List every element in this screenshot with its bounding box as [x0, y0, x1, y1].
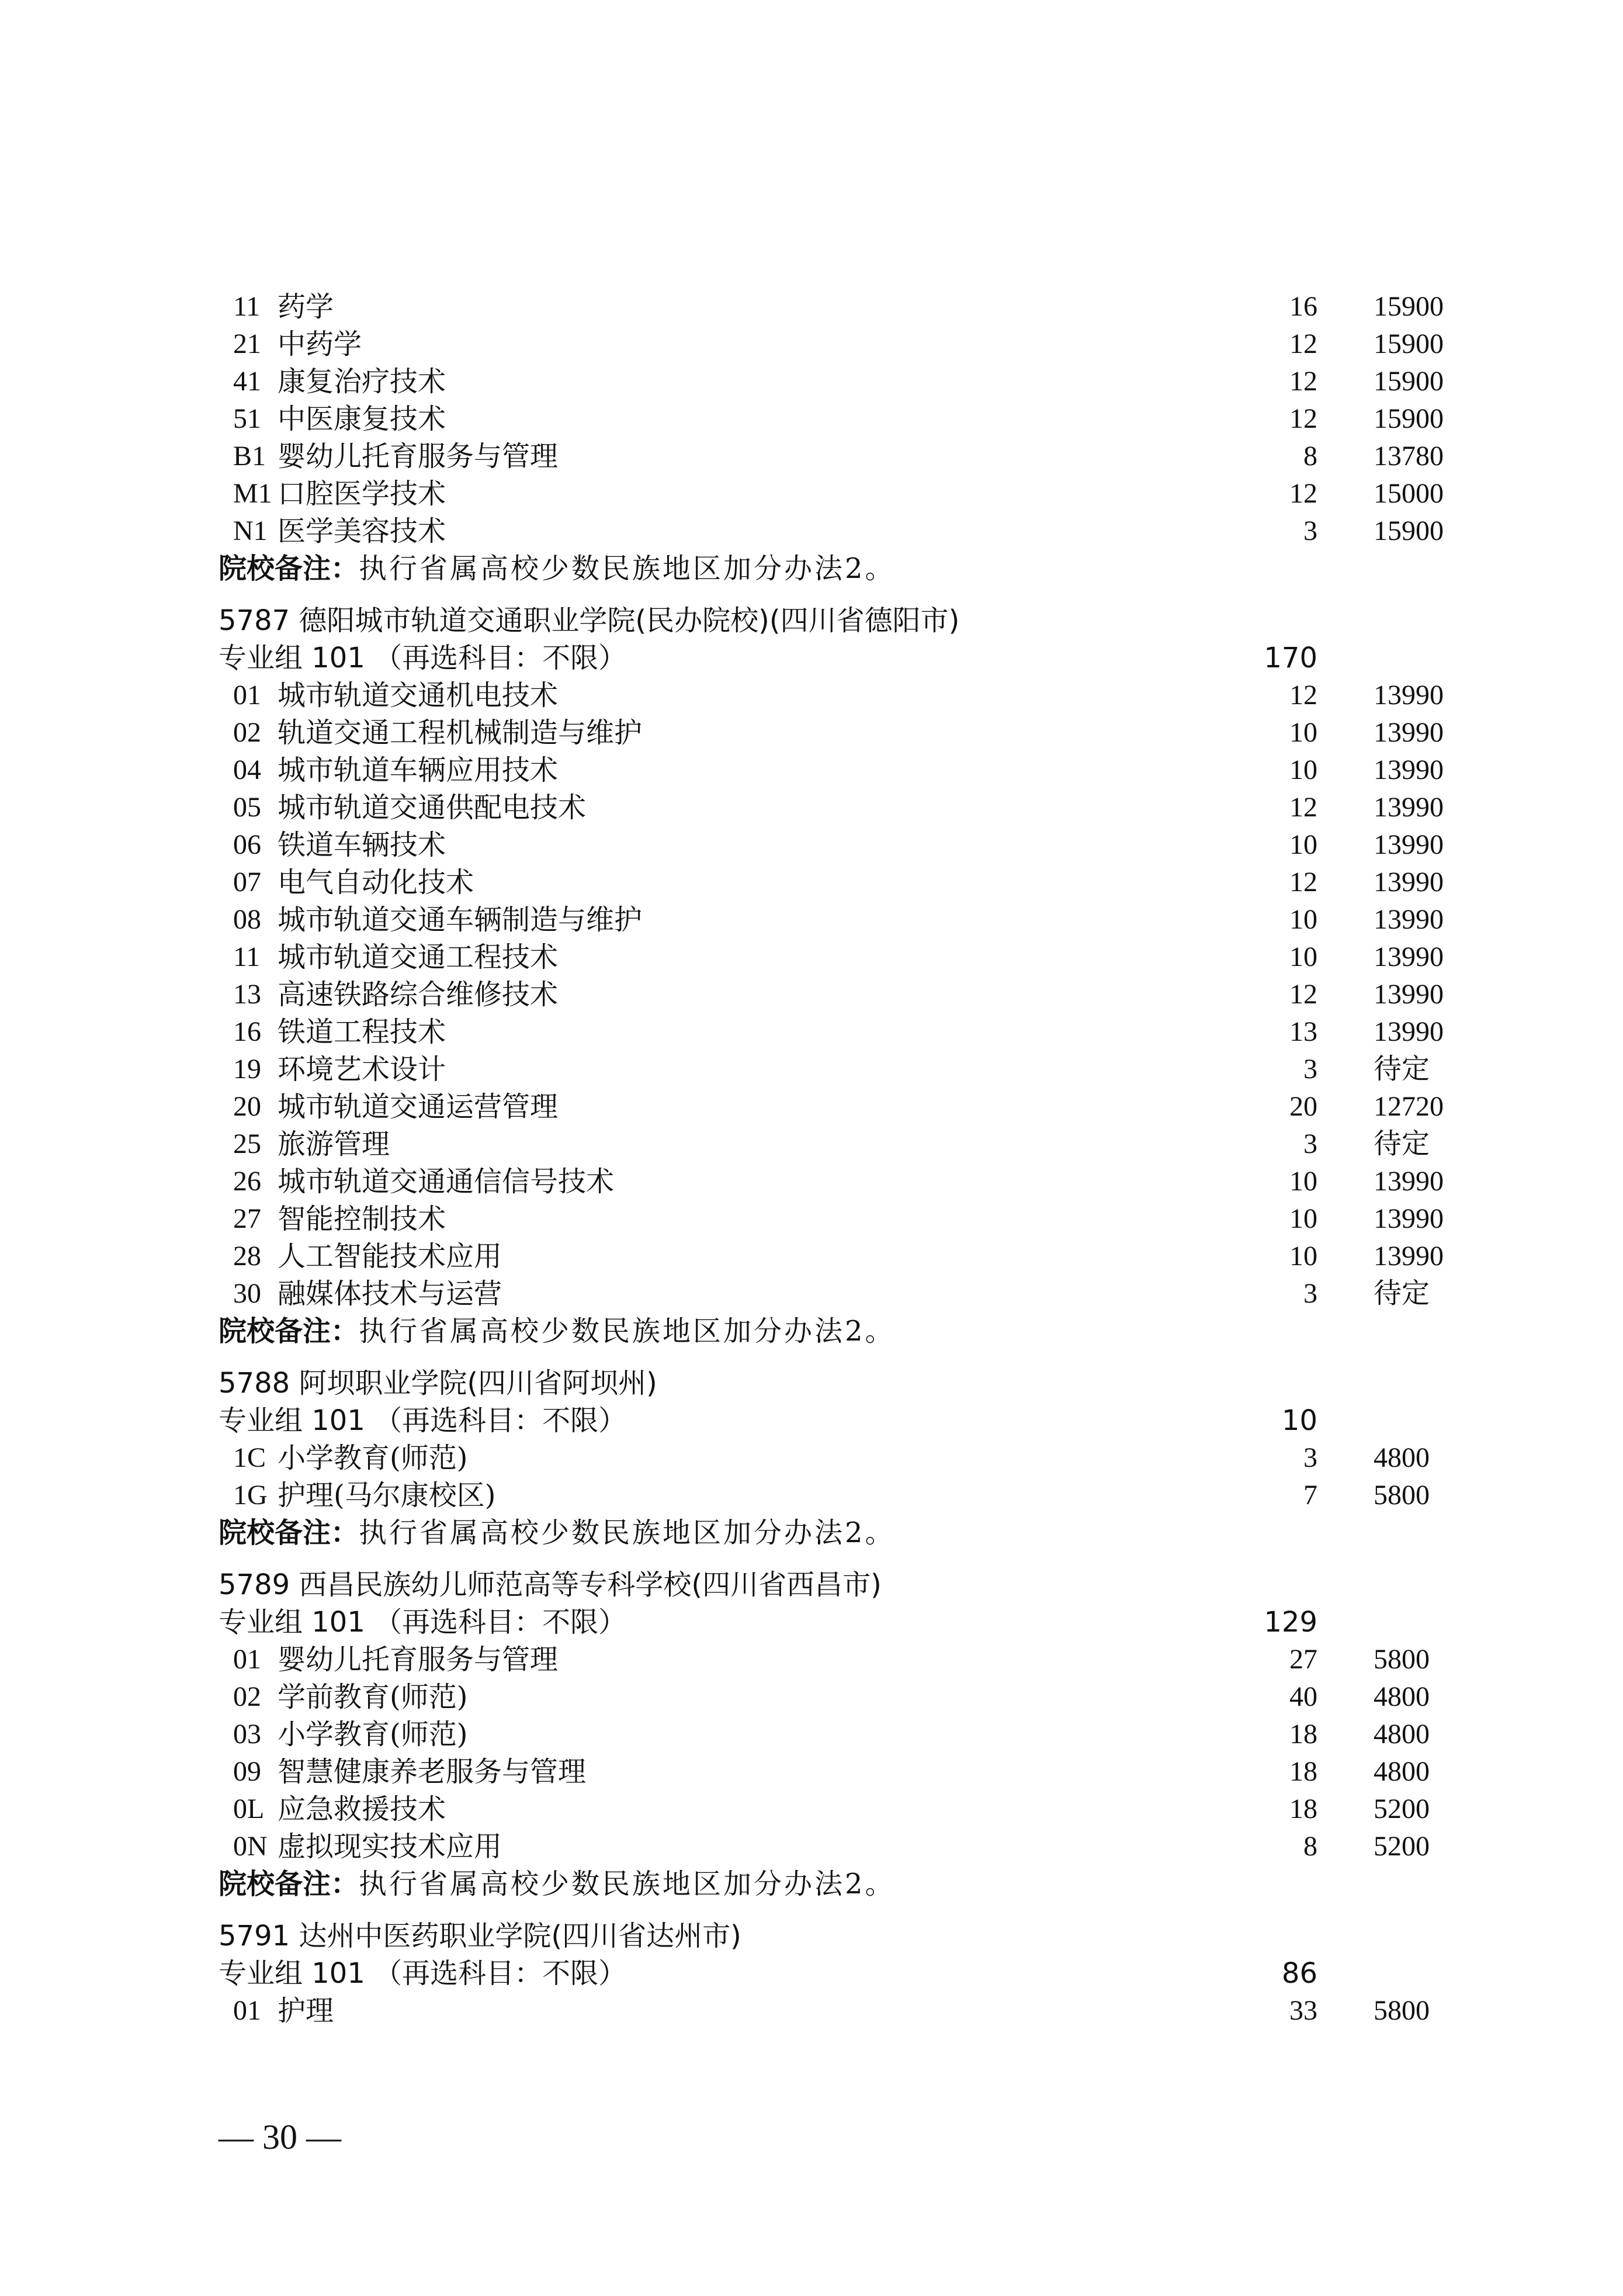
major-code: 09 — [233, 1756, 261, 1787]
major-code: M1 — [233, 478, 272, 509]
tuition-fee: 13990 — [1374, 717, 1444, 748]
school-note — [219, 550, 1445, 587]
tuition-fee: 15900 — [1374, 291, 1444, 322]
tuition-fee: 13990 — [1374, 979, 1444, 1010]
major-code: 13 — [233, 979, 261, 1010]
major-row — [219, 363, 1445, 400]
major-code: 16 — [233, 1016, 261, 1047]
major-code: 1C — [233, 1442, 266, 1473]
plan-count: 10 — [1289, 1241, 1317, 1272]
major-code: 11 — [233, 291, 261, 322]
major-code: 30 — [233, 1278, 261, 1309]
major-name: 婴幼儿托育服务与管理 — [278, 440, 559, 473]
major-row — [219, 288, 1445, 325]
plan-count: 10 — [1289, 829, 1317, 860]
tuition-fee: 15900 — [1374, 366, 1444, 397]
major-code: 05 — [233, 792, 261, 823]
tuition-fee: 5200 — [1374, 1831, 1430, 1862]
major-row — [219, 677, 1445, 714]
tuition-fee: 13990 — [1374, 904, 1444, 935]
tuition-fee: 13990 — [1374, 1241, 1444, 1272]
plan-count: 18 — [1289, 1793, 1317, 1824]
tuition-fee: 15900 — [1374, 515, 1444, 546]
major-code: 08 — [233, 904, 261, 935]
plan-count: 12 — [1289, 403, 1317, 434]
note-label: 院校备注： — [219, 1315, 359, 1348]
major-code: 27 — [233, 1203, 261, 1234]
major-name: 医学美容技术 — [278, 515, 446, 548]
major-row — [219, 864, 1445, 901]
tuition-fee: 5200 — [1374, 1793, 1430, 1824]
major-row — [219, 1088, 1445, 1126]
major-code: 11 — [233, 941, 261, 972]
major-code: 20 — [233, 1091, 261, 1122]
major-row — [219, 512, 1445, 550]
major-code: 25 — [233, 1128, 261, 1159]
admission-plan-list — [219, 288, 1445, 2030]
major-name: 电气自动化技术 — [278, 866, 474, 899]
page-number: — 30 — — [219, 2118, 341, 2156]
major-name: 中药学 — [278, 328, 362, 361]
major-name: 婴幼儿托育服务与管理 — [278, 1643, 559, 1676]
major-name: 小学教育(师范) — [278, 1442, 468, 1474]
major-group-label: 专业组 101 （再选科目：不限） — [219, 642, 627, 674]
plan-count: 20 — [1289, 1091, 1317, 1122]
major-row — [219, 1992, 1445, 2030]
plan-count: 10 — [1289, 941, 1317, 972]
school-name: 5791 达州中医药职业学院(四川省达州市) — [219, 1920, 741, 1952]
major-row — [219, 752, 1445, 789]
major-code: 28 — [233, 1241, 261, 1272]
major-code: 1G — [233, 1480, 268, 1511]
major-row — [219, 1126, 1445, 1163]
major-name: 学前教育(师范) — [278, 1681, 468, 1713]
major-code: 0N — [233, 1831, 268, 1862]
plan-count: 18 — [1289, 1756, 1317, 1787]
major-row — [219, 1716, 1445, 1753]
tuition-fee: 13990 — [1374, 867, 1444, 898]
plan-count: 10 — [1289, 904, 1317, 935]
major-code: 01 — [233, 1644, 261, 1675]
major-group-row — [219, 1402, 1445, 1439]
major-name: 人工智能技术应用 — [278, 1240, 502, 1273]
tuition-fee: 5800 — [1374, 1644, 1430, 1675]
plan-count: 7 — [1303, 1480, 1317, 1511]
note-text: 执行省属高校少数民族地区加分办法2。 — [359, 1516, 896, 1549]
major-group-row — [219, 639, 1445, 677]
major-row — [219, 826, 1445, 864]
plan-count: 3 — [1303, 1442, 1317, 1473]
plan-count: 12 — [1289, 328, 1317, 359]
plan-count: 12 — [1289, 979, 1317, 1010]
major-group-label: 专业组 101 （再选科目：不限） — [219, 1606, 627, 1639]
group-total-plan: 170 — [1264, 642, 1317, 674]
plan-count: 8 — [1303, 1831, 1317, 1862]
major-name: 康复治疗技术 — [278, 365, 446, 398]
major-code: 51 — [233, 403, 261, 434]
tuition-fee: 5800 — [1374, 1995, 1430, 2026]
major-code: 26 — [233, 1166, 261, 1197]
major-code: 03 — [233, 1719, 261, 1750]
major-row — [219, 1678, 1445, 1716]
school-header — [219, 1917, 1445, 1955]
major-row — [219, 1238, 1445, 1275]
group-total-plan: 129 — [1264, 1606, 1317, 1639]
major-row — [219, 939, 1445, 976]
tuition-fee: 4800 — [1374, 1756, 1430, 1787]
major-name: 城市轨道交通运营管理 — [278, 1090, 559, 1123]
plan-count: 10 — [1289, 717, 1317, 748]
tuition-fee: 15900 — [1374, 328, 1444, 359]
major-name: 融媒体技术与运营 — [278, 1277, 502, 1310]
plan-count: 3 — [1303, 1128, 1317, 1159]
major-name: 城市轨道交通工程技术 — [278, 941, 559, 974]
school-note — [219, 1865, 1445, 1903]
major-row — [219, 789, 1445, 826]
plan-count: 3 — [1303, 1278, 1317, 1309]
major-name: 旅游管理 — [278, 1128, 390, 1161]
major-name: 城市轨道交通车辆制造与维护 — [278, 903, 643, 936]
plan-count: 13 — [1289, 1016, 1317, 1047]
school-header — [219, 1566, 1445, 1604]
tuition-fee: 待定 — [1374, 1278, 1430, 1309]
major-group-label: 专业组 101 （再选科目：不限） — [219, 1957, 627, 1990]
plan-count: 12 — [1289, 792, 1317, 823]
major-name: 城市轨道交通供配电技术 — [278, 791, 587, 824]
major-name: 城市轨道交通通信信号技术 — [278, 1165, 615, 1198]
tuition-fee: 13990 — [1374, 829, 1444, 860]
note-text: 执行省属高校少数民族地区加分办法2。 — [359, 552, 896, 585]
major-name: 铁道车辆技术 — [278, 829, 446, 861]
major-row — [219, 1753, 1445, 1791]
tuition-fee: 13990 — [1374, 1203, 1444, 1234]
school-header — [219, 1365, 1445, 1402]
major-group-row — [219, 1955, 1445, 1992]
school-name: 5788 阿坝职业学院(四川省阿坝州) — [219, 1367, 657, 1400]
major-code: 07 — [233, 867, 261, 898]
school-name: 5789 西昌民族幼儿师范高等专科学校(四川省西昌市) — [219, 1568, 882, 1601]
major-code: 0L — [233, 1793, 265, 1824]
major-code: 01 — [233, 1995, 261, 2026]
major-row — [219, 1013, 1445, 1051]
note-text: 执行省属高校少数民族地区加分办法2。 — [359, 1868, 896, 1900]
major-row — [219, 400, 1445, 438]
plan-count: 8 — [1303, 441, 1317, 472]
major-code: 41 — [233, 366, 261, 397]
major-group-label: 专业组 101 （再选科目：不限） — [219, 1404, 627, 1437]
major-row — [219, 438, 1445, 475]
major-row — [219, 325, 1445, 363]
major-row — [219, 1828, 1445, 1865]
plan-count: 16 — [1289, 291, 1317, 322]
school-note — [219, 1514, 1445, 1552]
major-name: 药学 — [278, 290, 334, 323]
major-code: 04 — [233, 754, 261, 785]
major-name: 轨道交通工程机械制造与维护 — [278, 716, 643, 749]
major-row — [219, 714, 1445, 752]
major-code: 19 — [233, 1054, 261, 1085]
plan-count: 33 — [1289, 1995, 1317, 2026]
tuition-fee: 13780 — [1374, 441, 1444, 472]
plan-count: 10 — [1289, 754, 1317, 785]
tuition-fee: 4800 — [1374, 1442, 1430, 1473]
tuition-fee: 待定 — [1374, 1128, 1430, 1159]
tuition-fee: 13990 — [1374, 754, 1444, 785]
tuition-fee: 13990 — [1374, 1016, 1444, 1047]
major-row — [219, 1200, 1445, 1238]
major-name: 护理(马尔康校区) — [278, 1479, 496, 1512]
note-label: 院校备注： — [219, 1868, 359, 1900]
tuition-fee: 4800 — [1374, 1719, 1430, 1750]
plan-count: 10 — [1289, 1166, 1317, 1197]
tuition-fee: 5800 — [1374, 1480, 1430, 1511]
major-name: 铁道工程技术 — [278, 1016, 446, 1048]
tuition-fee: 13990 — [1374, 941, 1444, 972]
major-row — [219, 976, 1445, 1013]
major-row — [219, 475, 1445, 512]
major-code: 06 — [233, 829, 261, 860]
plan-count: 12 — [1289, 478, 1317, 509]
note-text: 执行省属高校少数民族地区加分办法2。 — [359, 1315, 896, 1348]
major-row — [219, 1275, 1445, 1313]
group-total-plan: 86 — [1281, 1957, 1317, 1990]
tuition-fee: 待定 — [1374, 1054, 1430, 1085]
major-code: B1 — [233, 441, 266, 472]
major-name: 小学教育(师范) — [278, 1718, 468, 1751]
major-code: 21 — [233, 328, 261, 359]
plan-count: 12 — [1289, 366, 1317, 397]
note-label: 院校备注： — [219, 1516, 359, 1549]
major-name: 环境艺术设计 — [278, 1053, 446, 1086]
major-name: 高速铁路综合维修技术 — [278, 978, 559, 1011]
group-total-plan: 10 — [1281, 1404, 1317, 1437]
major-row — [219, 1163, 1445, 1200]
major-row — [219, 901, 1445, 939]
major-name: 口腔医学技术 — [278, 477, 446, 510]
major-name: 护理 — [278, 1994, 334, 2027]
plan-count: 12 — [1289, 867, 1317, 898]
major-code: 02 — [233, 1681, 261, 1712]
major-name: 智能控制技术 — [278, 1203, 446, 1235]
major-name: 城市轨道交通机电技术 — [278, 679, 559, 712]
tuition-fee: 12720 — [1374, 1091, 1444, 1122]
tuition-fee: 4800 — [1374, 1681, 1430, 1712]
plan-count: 3 — [1303, 515, 1317, 546]
major-row — [219, 1791, 1445, 1828]
major-name: 虚拟现实技术应用 — [278, 1830, 502, 1863]
plan-count: 10 — [1289, 1203, 1317, 1234]
major-row — [219, 1439, 1445, 1477]
tuition-fee: 13990 — [1374, 792, 1444, 823]
major-name: 城市轨道车辆应用技术 — [278, 754, 559, 787]
major-name: 智慧健康养老服务与管理 — [278, 1755, 587, 1788]
tuition-fee: 13990 — [1374, 680, 1444, 711]
major-name: 中医康复技术 — [278, 403, 446, 435]
major-row — [219, 1641, 1445, 1678]
major-row — [219, 1477, 1445, 1514]
major-code: 02 — [233, 717, 261, 748]
note-label: 院校备注： — [219, 552, 359, 585]
school-name: 5787 德阳城市轨道交通职业学院(民办院校)(四川省德阳市) — [219, 604, 960, 637]
tuition-fee: 15900 — [1374, 403, 1444, 434]
major-code: N1 — [233, 515, 268, 546]
plan-count: 27 — [1289, 1644, 1317, 1675]
plan-count: 3 — [1303, 1054, 1317, 1085]
tuition-fee: 13990 — [1374, 1166, 1444, 1197]
plan-count: 12 — [1289, 680, 1317, 711]
major-name: 应急救援技术 — [278, 1793, 446, 1826]
plan-count: 40 — [1289, 1681, 1317, 1712]
major-code: 01 — [233, 680, 261, 711]
major-group-row — [219, 1604, 1445, 1641]
school-note — [219, 1313, 1445, 1350]
tuition-fee: 15000 — [1374, 478, 1444, 509]
plan-count: 18 — [1289, 1719, 1317, 1750]
major-row — [219, 1051, 1445, 1088]
school-header — [219, 602, 1445, 639]
